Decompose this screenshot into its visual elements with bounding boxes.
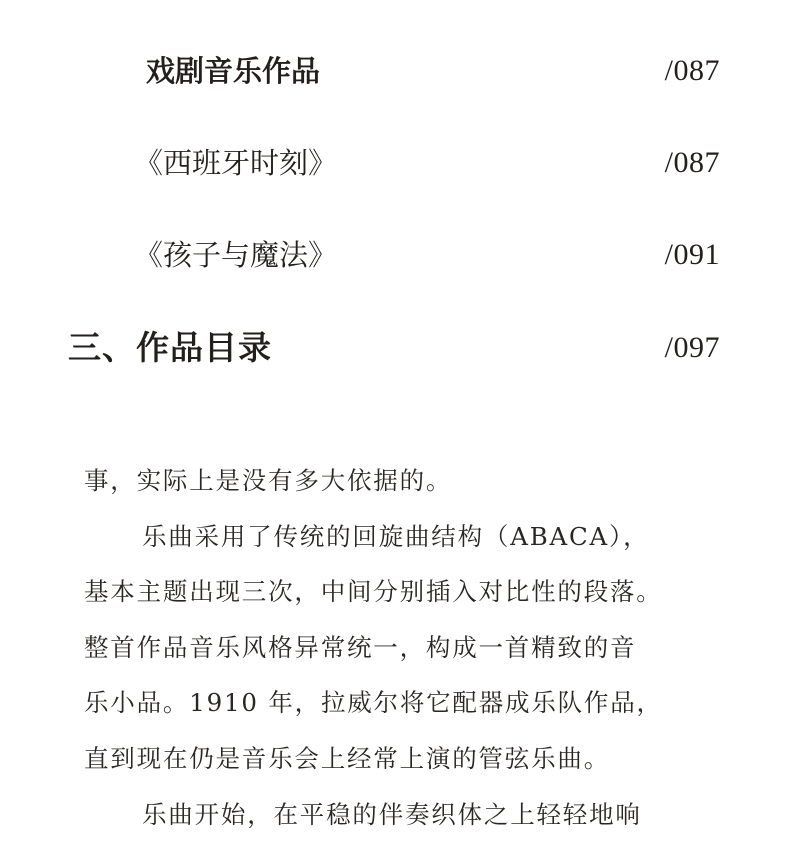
toc-entry-page: /097 [664,331,720,364]
body-paragraphs [84,453,704,842]
body-line: 乐曲采用了传统的回旋曲结构（ABACA）， [142,521,650,551]
toc-entry-page: /087 [664,54,720,87]
toc-entry[interactable] [0,46,790,96]
toc-entry[interactable] [0,323,790,373]
toc-entry[interactable] [0,230,790,280]
toc-entry-page: /087 [664,146,720,179]
toc-section-title: 三、作品目录 [68,328,272,367]
toc-entry-title: 《西班牙时刻》 [134,146,338,180]
toc-entry-title: 戏剧音乐作品 [146,54,321,88]
toc-entry-title: 《孩子与魔法》 [134,238,338,272]
body-line: 乐小品。1910 年，拉威尔将它配器成乐队作品， [84,688,663,718]
body-line: 基本主题出现三次，中间分别插入对比性的段落。 [84,577,663,607]
toc-entry[interactable] [0,138,790,188]
toc-entry-page: /091 [664,238,720,271]
body-line: 整首作品音乐风格异常统一，构成一首精致的音 [84,632,637,662]
body-line: 事，实际上是没有多大依据的。 [84,466,453,495]
body-line: 直到现在仍是音乐会上经常上演的管弦乐曲。 [84,743,610,773]
body-line: 乐曲开始，在平稳的伴奏织体之上轻轻地响 [142,799,642,829]
